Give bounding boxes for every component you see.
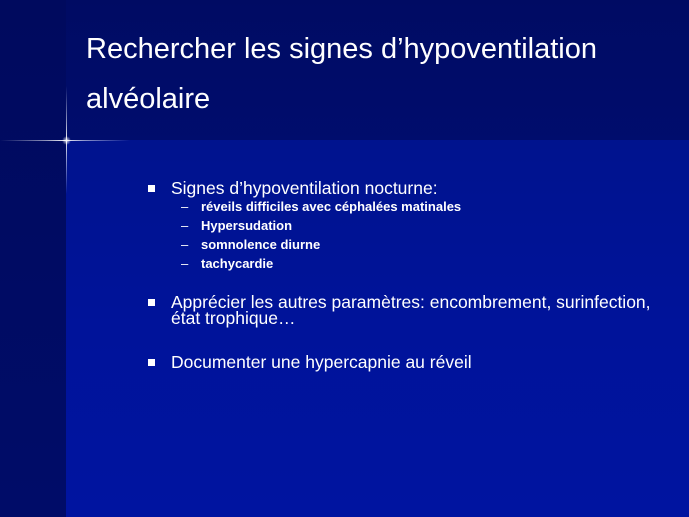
bullet-item <box>146 350 666 380</box>
sub-bullet-item <box>171 236 666 255</box>
bullet-list <box>146 176 666 380</box>
sub-bullet-list <box>171 198 666 274</box>
bullet-item <box>146 176 666 290</box>
slide-title: Rechercher les signes d’hypoventilation alvéolaire <box>86 33 598 115</box>
square-bullet-icon <box>148 185 155 192</box>
square-bullet-icon <box>148 359 155 366</box>
sub-bullet-text: Hypersudation <box>201 218 293 233</box>
sub-bullet-item <box>171 217 666 236</box>
sub-bullet-text: somnolence diurne <box>201 237 321 252</box>
bullet-text: Documenter une hypercapnie au réveil <box>171 352 472 372</box>
left-band-decoration <box>0 0 66 517</box>
sparkle-icon <box>62 136 71 145</box>
bullet-text: Apprécier les autres paramètres: encombrement, surinfection, état trophique… <box>171 292 651 328</box>
dash-bullet-icon: – <box>181 256 189 271</box>
sub-bullet-text: réveils difficiles avec céphalées matinales <box>201 199 462 214</box>
bullet-item <box>146 290 666 350</box>
dash-bullet-icon: – <box>181 237 189 252</box>
bullet-text: Signes d’hypoventilation nocturne: <box>171 178 438 198</box>
dash-bullet-icon: – <box>181 199 189 214</box>
sub-bullet-item <box>171 255 666 274</box>
dash-bullet-icon: – <box>181 218 189 233</box>
square-bullet-icon <box>148 299 155 306</box>
sub-bullet-item <box>171 198 666 217</box>
sub-bullet-text: tachycardie <box>201 256 274 271</box>
